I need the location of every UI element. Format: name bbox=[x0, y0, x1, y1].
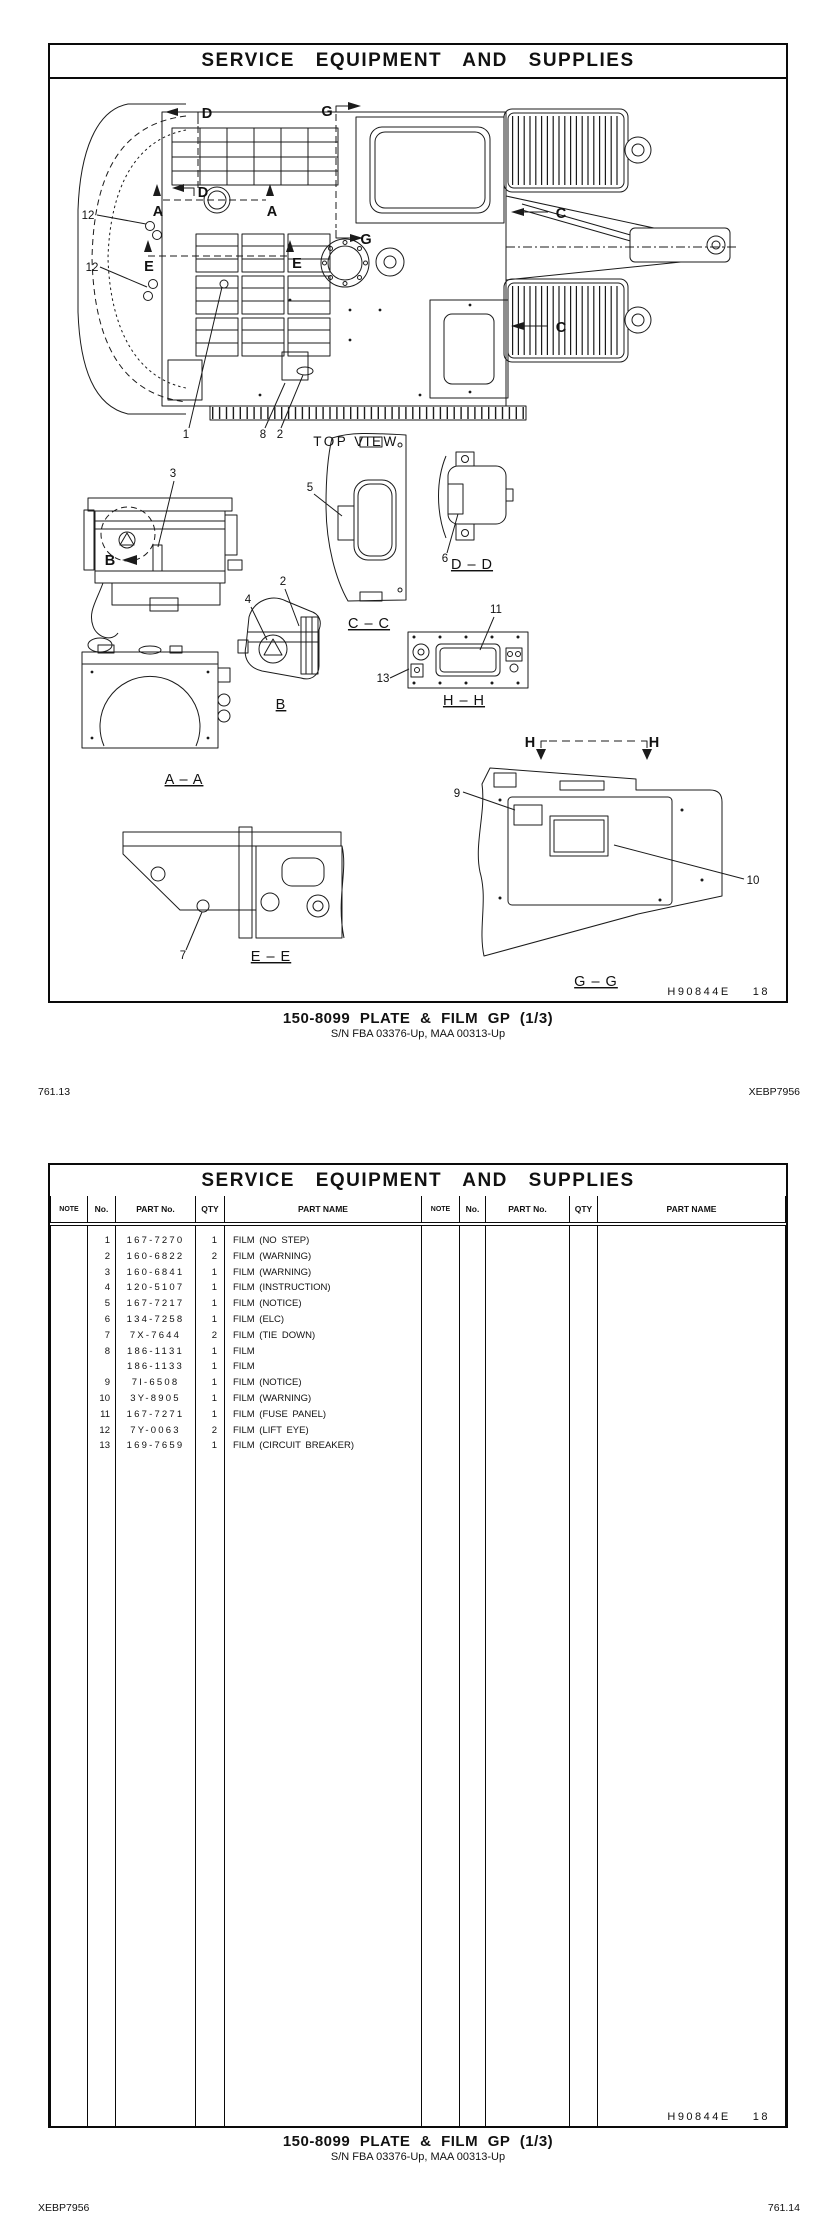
parts-list-page bbox=[48, 1163, 788, 2128]
no-cell bbox=[460, 1454, 486, 2126]
note-cell bbox=[422, 1312, 460, 1328]
parts-row bbox=[51, 1375, 786, 1391]
column-header: PART NAME bbox=[225, 1196, 422, 1224]
note-cell bbox=[422, 1359, 460, 1375]
part-name-cell: FILM (NOTICE) bbox=[225, 1375, 422, 1391]
note-cell bbox=[422, 1328, 460, 1344]
part-name-cell bbox=[598, 1359, 786, 1375]
view-caption-top-view: TOP VIEW bbox=[313, 434, 399, 449]
parts-row bbox=[51, 1407, 786, 1423]
part-name-cell: FILM (WARNING) bbox=[225, 1265, 422, 1281]
no-cell: 10 bbox=[88, 1391, 116, 1407]
section-label-h-h: H – H bbox=[442, 693, 486, 709]
note-cell bbox=[422, 1344, 460, 1360]
catalog-code-right: XEBP7956 bbox=[748, 1086, 800, 1098]
note-cell bbox=[422, 1224, 460, 1233]
section-label-a-a: A – A bbox=[164, 772, 204, 788]
part-name-cell bbox=[598, 1296, 786, 1312]
no-cell bbox=[88, 1224, 116, 1233]
parts-row bbox=[51, 1438, 786, 1454]
part-no-cell: 160-6822 bbox=[116, 1249, 196, 1265]
part-no-cell: 3Y-8905 bbox=[116, 1391, 196, 1407]
part-no-cell bbox=[116, 1454, 196, 2126]
part-name-cell bbox=[598, 1344, 786, 1360]
note-cell bbox=[51, 1359, 88, 1375]
part-no-cell bbox=[486, 1423, 570, 1439]
part-no-cell bbox=[486, 1328, 570, 1344]
part-name-cell: FILM (FUSE PANEL) bbox=[225, 1407, 422, 1423]
qty-cell bbox=[570, 1280, 598, 1296]
no-cell bbox=[460, 1280, 486, 1296]
view-g-g-drawing bbox=[478, 768, 722, 956]
note-cell bbox=[422, 1296, 460, 1312]
part-name-cell: FILM (WARNING) bbox=[225, 1249, 422, 1265]
part-no-cell bbox=[486, 1407, 570, 1423]
qty-cell bbox=[570, 1375, 598, 1391]
part-name-cell: FILM (ELC) bbox=[225, 1312, 422, 1328]
column-header: No. bbox=[460, 1196, 486, 1224]
parts-table bbox=[50, 1196, 786, 2126]
parts-row bbox=[51, 1423, 786, 1439]
note-cell bbox=[422, 1407, 460, 1423]
qty-cell: 1 bbox=[196, 1391, 225, 1407]
note-cell bbox=[422, 1280, 460, 1296]
parts-row bbox=[51, 1265, 786, 1281]
no-cell: 6 bbox=[88, 1312, 116, 1328]
section-label-g-g: G – G bbox=[574, 974, 618, 990]
h-section-markers bbox=[536, 741, 652, 760]
part-name-cell bbox=[598, 1407, 786, 1423]
marker-h-left: H bbox=[524, 735, 536, 751]
qty-cell bbox=[570, 1233, 598, 1249]
column-header: NOTE bbox=[422, 1196, 460, 1224]
note-cell bbox=[51, 1375, 88, 1391]
note-cell bbox=[422, 1423, 460, 1439]
part-no-cell: 167-7271 bbox=[116, 1407, 196, 1423]
qty-cell bbox=[196, 1454, 225, 2126]
qty-cell bbox=[570, 1407, 598, 1423]
no-cell bbox=[460, 1423, 486, 1439]
part-no-cell: 134-7258 bbox=[116, 1312, 196, 1328]
marker-e-right: E bbox=[292, 256, 302, 272]
no-cell bbox=[460, 1296, 486, 1312]
callout-1: 1 bbox=[182, 429, 190, 441]
part-name-cell: FILM (NO STEP) bbox=[225, 1233, 422, 1249]
part-name-cell: FILM (INSTRUCTION) bbox=[225, 1280, 422, 1296]
callout-2a: 2 bbox=[276, 429, 284, 441]
part-no-cell bbox=[486, 1224, 570, 1233]
qty-cell bbox=[570, 1438, 598, 1454]
part-no-cell bbox=[486, 1249, 570, 1265]
qty-cell bbox=[570, 1359, 598, 1375]
callout-8: 8 bbox=[259, 429, 267, 441]
catalog-code-left: XEBP7956 bbox=[38, 2202, 90, 2214]
section-label-e-e: E – E bbox=[250, 949, 292, 965]
no-cell: 12 bbox=[88, 1423, 116, 1439]
qty-cell: 2 bbox=[196, 1249, 225, 1265]
callout-3: 3 bbox=[169, 468, 177, 480]
qty-cell bbox=[570, 1344, 598, 1360]
part-name-cell bbox=[598, 1375, 786, 1391]
part-name-cell bbox=[225, 1224, 422, 1233]
qty-cell: 1 bbox=[196, 1312, 225, 1328]
marker-c-bottom: C bbox=[555, 320, 567, 336]
callout-7: 7 bbox=[179, 950, 187, 962]
section-label-b: B bbox=[275, 697, 287, 713]
column-header: QTY bbox=[196, 1196, 225, 1224]
parts-row bbox=[51, 1233, 786, 1249]
note-cell bbox=[51, 1438, 88, 1454]
no-cell bbox=[460, 1224, 486, 1233]
sheet-number: 18 bbox=[752, 986, 770, 998]
no-cell bbox=[460, 1344, 486, 1360]
note-cell bbox=[51, 1224, 88, 1233]
note-cell bbox=[422, 1391, 460, 1407]
column-header: PART No. bbox=[116, 1196, 196, 1224]
part-name-cell: FILM (CIRCUIT BREAKER) bbox=[225, 1438, 422, 1454]
page-title: SERVICE EQUIPMENT AND SUPPLIES bbox=[50, 1165, 786, 1198]
part-no-cell: 169-7659 bbox=[116, 1438, 196, 1454]
callout-13: 13 bbox=[376, 673, 390, 685]
column-header: No. bbox=[88, 1196, 116, 1224]
note-cell bbox=[51, 1344, 88, 1360]
note-cell bbox=[51, 1423, 88, 1439]
note-cell bbox=[51, 1233, 88, 1249]
part-no-cell bbox=[486, 1312, 570, 1328]
qty-cell: 1 bbox=[196, 1438, 225, 1454]
view-d-d-drawing bbox=[439, 452, 514, 540]
column-header: PART NAME bbox=[598, 1196, 786, 1224]
qty-cell bbox=[570, 1249, 598, 1265]
qty-cell bbox=[570, 1265, 598, 1281]
part-name-cell: FILM (TIE DOWN) bbox=[225, 1328, 422, 1344]
part-no-cell bbox=[486, 1438, 570, 1454]
no-cell bbox=[460, 1249, 486, 1265]
callout-12a: 12 bbox=[81, 210, 95, 222]
table-header-row bbox=[51, 1196, 786, 1224]
filler-row bbox=[51, 1454, 786, 2126]
part-no-cell bbox=[486, 1344, 570, 1360]
marker-a-left: A bbox=[152, 204, 164, 220]
serial-range: S/N FBA 03376-Up, MAA 00313-Up bbox=[330, 1028, 506, 1040]
marker-d-lower: D bbox=[197, 185, 209, 201]
page1-footer bbox=[48, 1010, 788, 1040]
note-cell bbox=[51, 1407, 88, 1423]
qty-cell: 1 bbox=[196, 1407, 225, 1423]
marker-b-arrow: B bbox=[104, 553, 116, 569]
assembly-title: 150-8099 PLATE & FILM GP (1/3) bbox=[282, 2133, 554, 2150]
section-label-c-c: C – C bbox=[347, 616, 391, 632]
no-cell bbox=[460, 1375, 486, 1391]
no-cell bbox=[460, 1233, 486, 1249]
no-cell bbox=[460, 1328, 486, 1344]
qty-cell: 1 bbox=[196, 1359, 225, 1375]
no-cell: 11 bbox=[88, 1407, 116, 1423]
parts-row bbox=[51, 1296, 786, 1312]
part-no-cell bbox=[486, 1296, 570, 1312]
part-name-cell bbox=[598, 1312, 786, 1328]
part-name-cell bbox=[598, 1454, 786, 2126]
part-no-cell: 186-1133 bbox=[116, 1359, 196, 1375]
parts-row bbox=[51, 1391, 786, 1407]
part-name-cell: FILM bbox=[225, 1359, 422, 1375]
callout-2b: 2 bbox=[279, 576, 287, 588]
callout-4: 4 bbox=[244, 594, 252, 606]
plate-code-number: H90844E bbox=[667, 986, 731, 998]
callout-5: 5 bbox=[306, 482, 314, 494]
part-no-cell: 167-7217 bbox=[116, 1296, 196, 1312]
callout-12b: 12 bbox=[85, 262, 99, 274]
view-c-c-drawing bbox=[326, 433, 406, 601]
no-cell: 8 bbox=[88, 1344, 116, 1360]
qty-cell bbox=[570, 1391, 598, 1407]
note-cell bbox=[51, 1265, 88, 1281]
qty-cell: 1 bbox=[196, 1265, 225, 1281]
page-number-right: 761.14 bbox=[767, 2202, 800, 2214]
note-cell bbox=[422, 1375, 460, 1391]
diagram-page bbox=[48, 43, 788, 1003]
note-cell bbox=[422, 1265, 460, 1281]
marker-d-top: D bbox=[201, 106, 213, 122]
part-no-cell bbox=[486, 1359, 570, 1375]
page-number-left: 761.13 bbox=[38, 1086, 71, 1098]
part-no-cell: 7X-7644 bbox=[116, 1328, 196, 1344]
column-header: QTY bbox=[570, 1196, 598, 1224]
marker-g-top: G bbox=[321, 104, 333, 120]
no-cell bbox=[88, 1454, 116, 2126]
qty-cell bbox=[570, 1454, 598, 2126]
part-no-cell: 120-5107 bbox=[116, 1280, 196, 1296]
no-cell: 13 bbox=[88, 1438, 116, 1454]
callout-9: 9 bbox=[453, 788, 461, 800]
qty-cell: 2 bbox=[196, 1328, 225, 1344]
parts-row bbox=[51, 1280, 786, 1296]
no-cell: 4 bbox=[88, 1280, 116, 1296]
part-name-cell bbox=[598, 1423, 786, 1439]
note-cell bbox=[51, 1328, 88, 1344]
page2-footer bbox=[48, 2133, 788, 2163]
note-cell bbox=[422, 1233, 460, 1249]
part-no-cell bbox=[486, 1265, 570, 1281]
page-title: SERVICE EQUIPMENT AND SUPPLIES bbox=[50, 45, 786, 79]
part-name-cell bbox=[598, 1249, 786, 1265]
parts-row bbox=[51, 1249, 786, 1265]
qty-cell: 1 bbox=[196, 1233, 225, 1249]
part-no-cell: 186-1131 bbox=[116, 1344, 196, 1360]
parts-table-body bbox=[51, 1224, 786, 2126]
part-name-cell: FILM bbox=[225, 1344, 422, 1360]
plate-code bbox=[659, 986, 770, 998]
no-cell bbox=[460, 1407, 486, 1423]
plate-code-number: H90844E bbox=[667, 2111, 731, 2123]
qty-cell bbox=[570, 1296, 598, 1312]
note-cell bbox=[51, 1296, 88, 1312]
sheet-number: 18 bbox=[752, 2111, 770, 2123]
view-e-e-drawing bbox=[123, 827, 344, 938]
part-name-cell bbox=[598, 1224, 786, 1233]
part-name-cell bbox=[598, 1328, 786, 1344]
no-cell: 2 bbox=[88, 1249, 116, 1265]
qty-cell: 2 bbox=[196, 1423, 225, 1439]
no-cell: 7 bbox=[88, 1328, 116, 1344]
spacer-row bbox=[51, 1224, 786, 1233]
no-cell bbox=[460, 1391, 486, 1407]
no-cell bbox=[460, 1312, 486, 1328]
parts-row bbox=[51, 1328, 786, 1344]
part-no-cell bbox=[486, 1233, 570, 1249]
note-cell bbox=[422, 1454, 460, 2126]
note-cell bbox=[51, 1391, 88, 1407]
qty-cell bbox=[570, 1423, 598, 1439]
note-cell bbox=[51, 1249, 88, 1265]
view-a-a-drawing bbox=[82, 645, 230, 748]
callout-11: 11 bbox=[490, 604, 502, 616]
marker-a-right: A bbox=[266, 204, 278, 220]
marker-e-left: E bbox=[144, 259, 154, 275]
no-cell bbox=[460, 1265, 486, 1281]
column-header: NOTE bbox=[51, 1196, 88, 1224]
qty-cell bbox=[196, 1224, 225, 1233]
note-cell bbox=[51, 1280, 88, 1296]
part-no-cell: 7I-6508 bbox=[116, 1375, 196, 1391]
parts-row bbox=[51, 1359, 786, 1375]
plate-code bbox=[659, 2111, 770, 2123]
no-cell: 3 bbox=[88, 1265, 116, 1281]
marker-c-top: C bbox=[555, 206, 567, 222]
part-name-cell bbox=[225, 1454, 422, 2126]
part-name-cell: FILM (LIFT EYE) bbox=[225, 1423, 422, 1439]
qty-cell: 1 bbox=[196, 1280, 225, 1296]
part-no-cell bbox=[116, 1224, 196, 1233]
no-cell: 5 bbox=[88, 1296, 116, 1312]
marker-h-right: H bbox=[648, 735, 660, 751]
view-h-h-drawing bbox=[408, 632, 528, 688]
parts-diagram bbox=[50, 77, 786, 1001]
note-cell bbox=[422, 1438, 460, 1454]
no-cell: 1 bbox=[88, 1233, 116, 1249]
qty-cell bbox=[570, 1224, 598, 1233]
no-cell: 9 bbox=[88, 1375, 116, 1391]
part-name-cell bbox=[598, 1265, 786, 1281]
parts-row bbox=[51, 1344, 786, 1360]
column-header: PART No. bbox=[486, 1196, 570, 1224]
part-name-cell bbox=[598, 1391, 786, 1407]
callout-10: 10 bbox=[746, 875, 760, 887]
section-label-d-d: D – D bbox=[450, 557, 494, 573]
assembly-title: 150-8099 PLATE & FILM GP (1/3) bbox=[282, 1010, 554, 1027]
qty-cell: 1 bbox=[196, 1296, 225, 1312]
note-cell bbox=[422, 1249, 460, 1265]
note-cell bbox=[51, 1312, 88, 1328]
part-name-cell bbox=[598, 1438, 786, 1454]
detail-b-drawing bbox=[238, 598, 320, 679]
part-no-cell bbox=[486, 1280, 570, 1296]
marker-g-lower: G bbox=[360, 232, 372, 248]
part-no-cell: 160-6841 bbox=[116, 1265, 196, 1281]
part-no-cell bbox=[486, 1391, 570, 1407]
part-name-cell: FILM (WARNING) bbox=[225, 1391, 422, 1407]
top-view-drawing bbox=[78, 102, 736, 420]
part-no-cell: 167-7270 bbox=[116, 1233, 196, 1249]
part-no-cell bbox=[486, 1375, 570, 1391]
part-name-cell bbox=[598, 1280, 786, 1296]
qty-cell bbox=[570, 1312, 598, 1328]
qty-cell bbox=[570, 1328, 598, 1344]
part-no-cell bbox=[486, 1454, 570, 2126]
callout-6: 6 bbox=[441, 553, 449, 565]
no-cell bbox=[460, 1438, 486, 1454]
no-cell bbox=[88, 1359, 116, 1375]
part-name-cell: FILM (NOTICE) bbox=[225, 1296, 422, 1312]
part-name-cell bbox=[598, 1233, 786, 1249]
view-b-radiator-drawing bbox=[84, 498, 242, 652]
qty-cell: 1 bbox=[196, 1375, 225, 1391]
parts-row bbox=[51, 1312, 786, 1328]
note-cell bbox=[51, 1454, 88, 2126]
no-cell bbox=[460, 1359, 486, 1375]
qty-cell: 1 bbox=[196, 1344, 225, 1360]
part-no-cell: 7Y-0063 bbox=[116, 1423, 196, 1439]
serial-range: S/N FBA 03376-Up, MAA 00313-Up bbox=[330, 2151, 506, 2163]
